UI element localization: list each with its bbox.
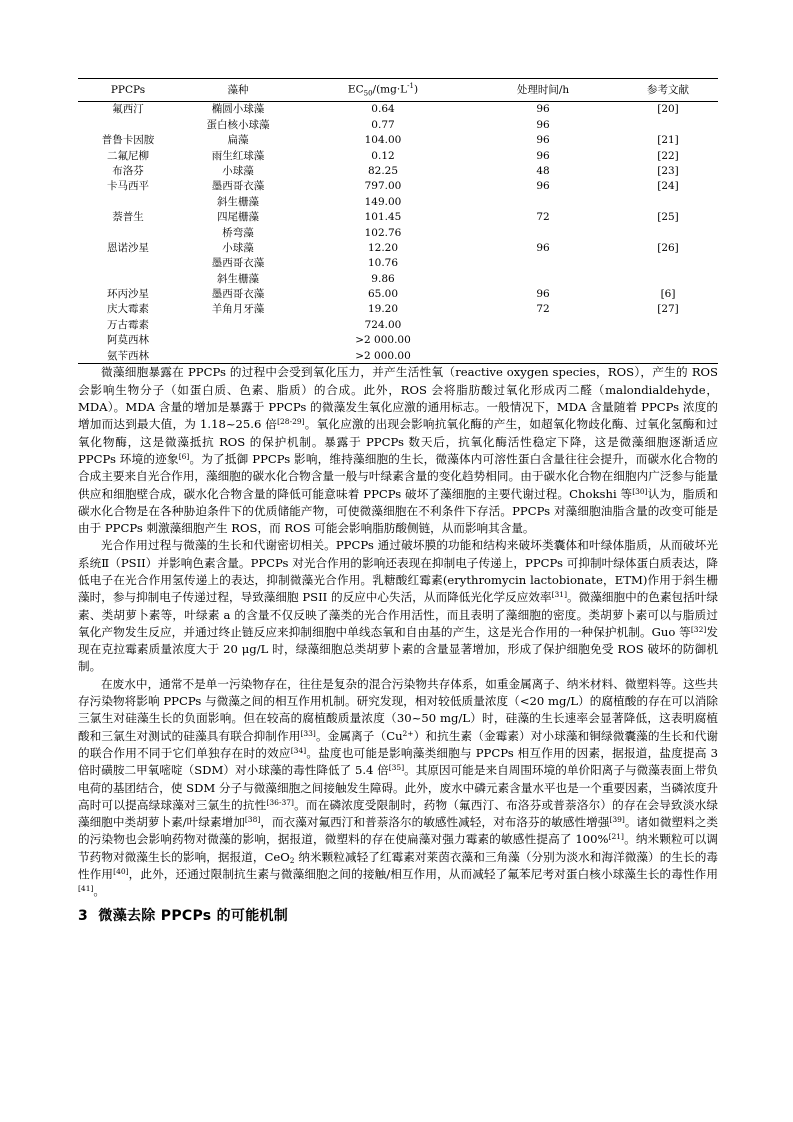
- text-run: 纳米颗粒减轻了红霉素对莱茵衣藻和三角藻（分别为淡水和海洋微藻）的生长的毒性作用: [78, 849, 718, 882]
- cell-reference: [23]: [657, 164, 679, 177]
- cell-reference: [24]: [657, 180, 679, 193]
- cell-algae-species: 扁藻: [227, 134, 249, 147]
- cell-ppcps: [78, 194, 178, 209]
- cell-ppcps: [78, 225, 178, 240]
- text-run: ，此外，还通过限制抗生素与微藻细胞之间的接触/相互作用，从而减轻了氟苯尼考对蛋白核小球藻生长的毒性作用: [128, 867, 718, 882]
- citation: [41]: [78, 884, 94, 894]
- cell-ppcps: 庆大霉素: [107, 303, 149, 316]
- cell-algae-species: 小球藻: [222, 241, 254, 254]
- text-run: 。而在磷浓度受限制时，药物（氟西汀、布洛芬或普萘洛尔）的存在会导致淡水绿藻细胞中类胡萝卜素/叶绿素增加: [78, 797, 718, 830]
- citation: [32]: [690, 624, 707, 634]
- cell-treatment-time: [468, 348, 618, 364]
- text-run: 。为了抵御 PPCPs 影响，维持藻细胞的生长，微藻体内可溶性蛋白含量往往会提升，而碳水化合物的合成主要来自光合作用，藻细胞的碳水化合物含量一般与叶绿素含量的变化趋势相同。由于碳水化合物在细胞内广泛参与能量供应和细胞壁合成，碳水化合物含量的降低可能意味着 PPCPs 破坏了藻细胞的主要代谢过程。Chokshi 等: [78, 451, 718, 501]
- table-row: [78, 240, 718, 255]
- table-row: [78, 333, 718, 348]
- cell-ec50: 104.00: [364, 134, 402, 147]
- cell-ppcps: [78, 256, 178, 271]
- citation: [40]: [113, 867, 129, 877]
- cell-algae-species: 桥弯藻: [222, 226, 254, 239]
- cell-algae-species: [178, 317, 298, 332]
- text-run: 。纳米颗粒可以调节药物对微藻生长的影响，据报道，CeO: [78, 832, 718, 864]
- cell-reference: [25]: [657, 211, 679, 224]
- text-run: 。诸如微塑料之类的污染物也会影响药物对微藻的影响，据报道，微塑料的存在使扁藻对强力霉素的敏感性提高了 100%: [78, 815, 718, 847]
- table-row: [78, 148, 718, 163]
- citation: [31]: [551, 590, 568, 600]
- cell-ec50: 9.86: [371, 272, 395, 285]
- cell-ppcps: 环丙沙星: [107, 288, 149, 301]
- header-ec50: [298, 79, 468, 102]
- cell-algae-species: [178, 333, 298, 348]
- cell-ec50: 12.20: [367, 241, 399, 254]
- header-ec50-sup: -1: [407, 82, 414, 90]
- citation: [35]: [388, 763, 405, 773]
- section-title: 微藻去除 PPCPs 的可能机制: [98, 907, 289, 924]
- cell-ppcps: 二氟尼柳: [107, 149, 149, 162]
- cell-reference: [20]: [657, 103, 679, 116]
- body-text: [78, 364, 718, 900]
- ec50-table: [78, 78, 718, 364]
- citation: [6]: [178, 451, 190, 461]
- cell-algae-species: 墨西哥衣藻: [211, 288, 265, 301]
- cell-algae-species: 小球藻: [222, 164, 254, 177]
- cell-reference: [618, 317, 718, 332]
- header-treatment-time: 处理时间/h: [516, 83, 570, 96]
- cell-reference: [618, 194, 718, 209]
- text-run: 。金属离子（Cu: [315, 728, 403, 743]
- cell-treatment-time: [468, 194, 618, 209]
- table-row: [78, 133, 718, 148]
- cell-reference: [618, 333, 718, 348]
- cell-ppcps: 万古霉素: [107, 318, 149, 331]
- cell-ppcps: 普鲁卡因胺: [101, 134, 155, 147]
- citation: [28-29]: [277, 417, 305, 427]
- cell-ec50: 0.64: [371, 103, 395, 116]
- cell-reference: [618, 225, 718, 240]
- cell-ec50: 0.77: [371, 118, 395, 131]
- cell-reference: [618, 348, 718, 364]
- paragraph: [78, 364, 718, 537]
- cell-treatment-time: [468, 317, 618, 332]
- cell-treatment-time: 96: [536, 180, 550, 193]
- text-run: 发现在克拉霉素质量浓度大于 20 μg/L 时，绿藻细胞总类胡萝卜素的含量显著增加，形成了保护细胞免受 ROS 破坏的防御机制。: [78, 624, 718, 674]
- citation: [39]: [609, 815, 625, 825]
- cell-ppcps: [78, 117, 178, 132]
- cell-reference: [618, 256, 718, 271]
- page: [78, 78, 718, 925]
- text-run: 微藻细胞暴露在 PPCPs 的过程中会受到氧化压力，并产生活性氧（reactive oxygen species，ROS），产生的 ROS 会影响生物分子（如蛋白质、色素、脂质）的合成。此外，ROS 会将脂肪酸过氧化形成丙二醛（malondialdehyde，MDA）。MDA 含量的增加是暴露于 PPCPs 的微藻发生氧化应激的通用标志。一般情况下，MDA 含量随着 PPCPs 浓度的增加而达到最大值，为 1.18~25.6 倍: [78, 365, 718, 432]
- table-row: [78, 317, 718, 332]
- citation: [33]: [300, 728, 316, 738]
- cell-ppcps: 卡马西平: [107, 180, 149, 193]
- cell-treatment-time: [468, 225, 618, 240]
- header-reference: 参考文献: [647, 83, 689, 96]
- cell-algae-species: 雨生红球藻: [211, 149, 265, 162]
- section-number: 3: [78, 907, 89, 924]
- text-run: 。盐度也可能是影响藻类细胞与 PPCPs 相互作用的因素，据报道，盐度提高 3 倍时磺胺二甲氧嘧啶（SDM）对小球藻的毒性降低了 5.4 倍: [78, 745, 718, 778]
- table-row: [78, 348, 718, 364]
- header-ec50-unit: /(mg·L: [372, 83, 408, 96]
- cell-reference: [6]: [660, 288, 676, 301]
- cell-ec50: 797.00: [364, 180, 402, 193]
- text-run: 认为，脂质和碳水化合物是在各种胁迫条件下的优质储能产物，可使微藻细胞在不利条件下存活。PPCPs 对藻细胞油脂含量的改变可能是由于 PPCPs 刺激藻细胞产生 ROS，而 ROS 可能会影响脂肪酸侧链，从而影响其含量。: [78, 486, 718, 536]
- table-row: [78, 210, 718, 225]
- table-row: [78, 302, 718, 317]
- table-row: [78, 194, 718, 209]
- cell-ec50: 10.76: [367, 257, 399, 270]
- table-row: [78, 117, 718, 132]
- table-row: [78, 256, 718, 271]
- cell-ppcps: 阿莫西林: [107, 334, 149, 347]
- cell-ppcps: 氟西汀: [112, 103, 144, 116]
- cell-ec50: >2 000.00: [355, 334, 411, 347]
- cell-algae-species: 斜生栅藻: [217, 195, 259, 208]
- header-ppcps: PPCPs: [110, 83, 146, 96]
- citation: 2+: [402, 728, 414, 738]
- header-ec50-sub: 50: [363, 89, 373, 98]
- cell-treatment-time: 96: [536, 149, 550, 162]
- cell-ec50: 0.12: [371, 149, 395, 162]
- header-ec50-close: ): [413, 83, 419, 96]
- citation: [34]: [290, 745, 307, 755]
- cell-treatment-time: [468, 333, 618, 348]
- table-row: [78, 225, 718, 240]
- cell-reference: [618, 271, 718, 286]
- subscript: 2: [289, 855, 295, 865]
- text-run: 光合作用过程与微藻的生长和代谢密切相关。PPCPs 通过破坏膜的功能和结构来破坏类囊体和叶绿体脂质，从而破坏光系统Ⅱ（PSII）并影响色素含量。PPCPs 对光合作用的影响还表现在抑制电子传递上，PPCPs 可抑制叶绿体蛋白质表达，降低电子在光合作用氢传递上的表达，抑制微藻光合作用。乳糖酸红霉素(erythromycin lactobionate，ETM)作用于斜生栅藻时，参与抑制电子传递过程，导致藻细胞 PSII 的反应中心失活，从而降低光化学反应效率: [78, 538, 718, 605]
- cell-algae-species: 四尾栅藻: [217, 211, 259, 224]
- cell-reference: [618, 117, 718, 132]
- cell-algae-species: 蛋白核小球藻: [206, 118, 270, 131]
- cell-ppcps: 布洛芬: [112, 164, 144, 177]
- table-row: [78, 286, 718, 301]
- cell-reference: [21]: [657, 134, 679, 147]
- table-header-row: [78, 79, 718, 102]
- cell-algae-species: 羊角月牙藻: [211, 303, 265, 316]
- cell-ppcps: 萘普生: [112, 211, 144, 224]
- header-ec50-main: EC: [347, 83, 364, 96]
- cell-treatment-time: 96: [536, 103, 550, 116]
- paragraph: [78, 676, 718, 901]
- text-run: ，而衣藻对氟西汀和普萘洛尔的敏感性减轻，对布洛芬的敏感性增强: [260, 815, 610, 830]
- header-algae-species: 藻种: [227, 83, 249, 96]
- cell-ppcps: 氨苄西林: [107, 349, 149, 362]
- cell-reference: [26]: [657, 241, 679, 254]
- cell-ec50: 101.45: [364, 211, 402, 224]
- citation: [30]: [632, 486, 648, 496]
- cell-ec50: 19.20: [367, 303, 399, 316]
- table-body: [78, 101, 718, 364]
- cell-algae-species: 椭圆小球藻: [211, 103, 265, 116]
- cell-treatment-time: 96: [536, 118, 550, 131]
- text-run: 。: [93, 884, 106, 899]
- cell-ec50: 82.25: [367, 164, 399, 177]
- table-row: [78, 163, 718, 178]
- table-row: [78, 271, 718, 286]
- cell-ppcps: [78, 271, 178, 286]
- text-run: 。微藻细胞中的色素包括叶绿素、类胡萝卜素等，叶绿素 a 的含量不仅反映了藻类的光合作用活性，而且表明了藻细胞的密度。类胡萝卜素可以与脂质过氧化产物发生反应，并通过终止链反应来抑制细胞中单线态氧和自由基的产生，这是光合作用的一种保护机制。Guo 等: [78, 590, 718, 639]
- paragraph: [78, 537, 718, 675]
- cell-algae-species: [178, 348, 298, 364]
- cell-treatment-time: [468, 271, 618, 286]
- text-run: 在废水中，通常不是单一污染物存在，往往是复杂的混合污染物共存体系，如重金属离子、纳米材料、微塑料等。这些共存污染物将影响 PPCPs 与微藻之间的相互作用机制。研究发现，相对较低质量浓度（<20 mg/L）的腐植酸的存在可以消除三氯生对硅藻生长的负面影响。但在较高的腐植酸质量浓度（30~50 mg/L）时，硅藻的生长速率会显著降低，这表明腐植酸和三氯生对测试的硅藻具有联合抑制作用: [78, 676, 718, 743]
- cell-treatment-time: 96: [536, 288, 550, 301]
- cell-algae-species: 斜生栅藻: [217, 272, 259, 285]
- cell-ec50: 65.00: [367, 288, 399, 301]
- cell-treatment-time: 48: [536, 164, 550, 177]
- text-run: 。氧化应激的出现会影响抗氧化酶的产生，如超氧化物歧化酶、过氧化氢酶和过氧化物酶，这是微藻抵抗 ROS 的保护机制。暴露于 PPCPs 数天后，抗氧化酶活性稳定下降，这是微藻细胞逐渐适应 PPCPs 环境的迹象: [78, 417, 718, 466]
- citation: [38]: [244, 815, 261, 825]
- cell-ec50: >2 000.00: [355, 349, 411, 362]
- cell-treatment-time: [468, 256, 618, 271]
- cell-ec50: 149.00: [364, 195, 402, 208]
- table-row: [78, 101, 718, 117]
- citation: [21]: [608, 832, 624, 842]
- cell-reference: [22]: [657, 149, 679, 162]
- cell-algae-species: 墨西哥衣藻: [211, 257, 265, 270]
- section-heading: [78, 905, 718, 925]
- cell-treatment-time: 96: [536, 134, 550, 147]
- citation: [36-37]: [266, 797, 294, 807]
- cell-ec50: 102.76: [364, 226, 402, 239]
- text-run: 。其原因可能是来自周围环境的单价阳离子与微藻表面上带负电荷的基团结合，使 SDM 分子与微藻细胞之间接触发生障碍。此外，废水中磷元素含量水平也是一个重要因素，当磷浓度升高时可以提高绿球藻对三氯生的抗性: [78, 763, 718, 812]
- cell-treatment-time: 96: [536, 241, 550, 254]
- text-run: ）和抗生素（金霉素）对小球藻和铜绿微囊藻的生长和代谢的联合作用不同于它们单独存在时的效应: [78, 728, 718, 760]
- cell-algae-species: 墨西哥衣藻: [211, 180, 265, 193]
- table-row: [78, 179, 718, 194]
- cell-treatment-time: 72: [536, 303, 550, 316]
- cell-ppcps: 恩诺沙星: [107, 241, 149, 254]
- cell-reference: [27]: [657, 303, 679, 316]
- cell-treatment-time: 72: [536, 211, 550, 224]
- cell-ec50: 724.00: [364, 318, 402, 331]
